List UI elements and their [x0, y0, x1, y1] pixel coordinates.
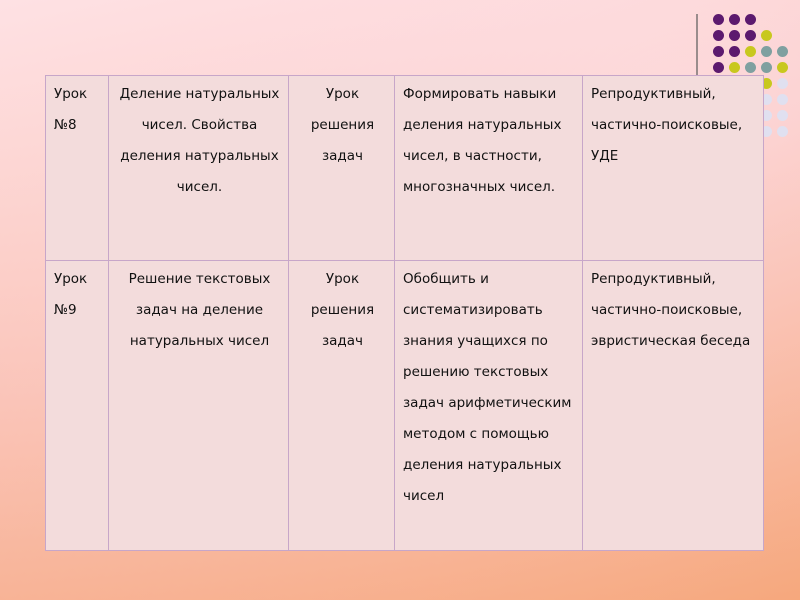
decorative-dot — [729, 62, 740, 73]
decorative-dot — [745, 14, 756, 25]
decorative-dot — [713, 46, 724, 57]
decorative-dot — [713, 62, 724, 73]
decorative-dot — [729, 14, 740, 25]
decorative-dot — [777, 94, 788, 105]
lesson-number-cell: Урок №8 — [46, 76, 109, 261]
decorative-dot — [777, 46, 788, 57]
decorative-dot — [745, 30, 756, 41]
decorative-dot — [713, 30, 724, 41]
decorative-dot — [761, 46, 772, 57]
decorative-dot — [777, 126, 788, 137]
table-row — [46, 261, 764, 551]
lesson-methods-cell: Репродуктивный, частично-поисковые, УДЕ — [583, 76, 764, 261]
lesson-number-cell: Урок №9 — [46, 261, 109, 551]
decorative-dot — [745, 62, 756, 73]
decorative-dot — [713, 14, 724, 25]
table-row — [46, 76, 764, 261]
lesson-topic-cell: Деление натуральных чисел. Свойства деления натуральных чисел. — [109, 76, 289, 261]
lesson-type-cell: Урок решения задач — [289, 261, 395, 551]
lesson-plan-table — [45, 75, 764, 551]
lesson-goal-cell: Обобщить и систематизировать знания учащихся по решению текстовых задач арифметическим методом с помощью деления натуральных чисел — [395, 261, 583, 551]
lesson-methods-cell: Репродуктивный, частично-поисковые, эвристическая беседа — [583, 261, 764, 551]
decorative-dot — [761, 62, 772, 73]
decorative-dot — [729, 46, 740, 57]
lesson-goal-cell: Формировать навыки деления натуральных чисел, в частности, многозначных чисел. — [395, 76, 583, 261]
decorative-dot — [777, 110, 788, 121]
decorative-dot — [777, 62, 788, 73]
decorative-dot — [745, 46, 756, 57]
decorative-dot — [777, 78, 788, 89]
lesson-topic-cell: Решение текстовых задач на деление натуральных чисел — [109, 261, 289, 551]
decorative-dot — [761, 30, 772, 41]
lesson-type-cell: Урок решения задач — [289, 76, 395, 261]
decorative-dot — [729, 30, 740, 41]
